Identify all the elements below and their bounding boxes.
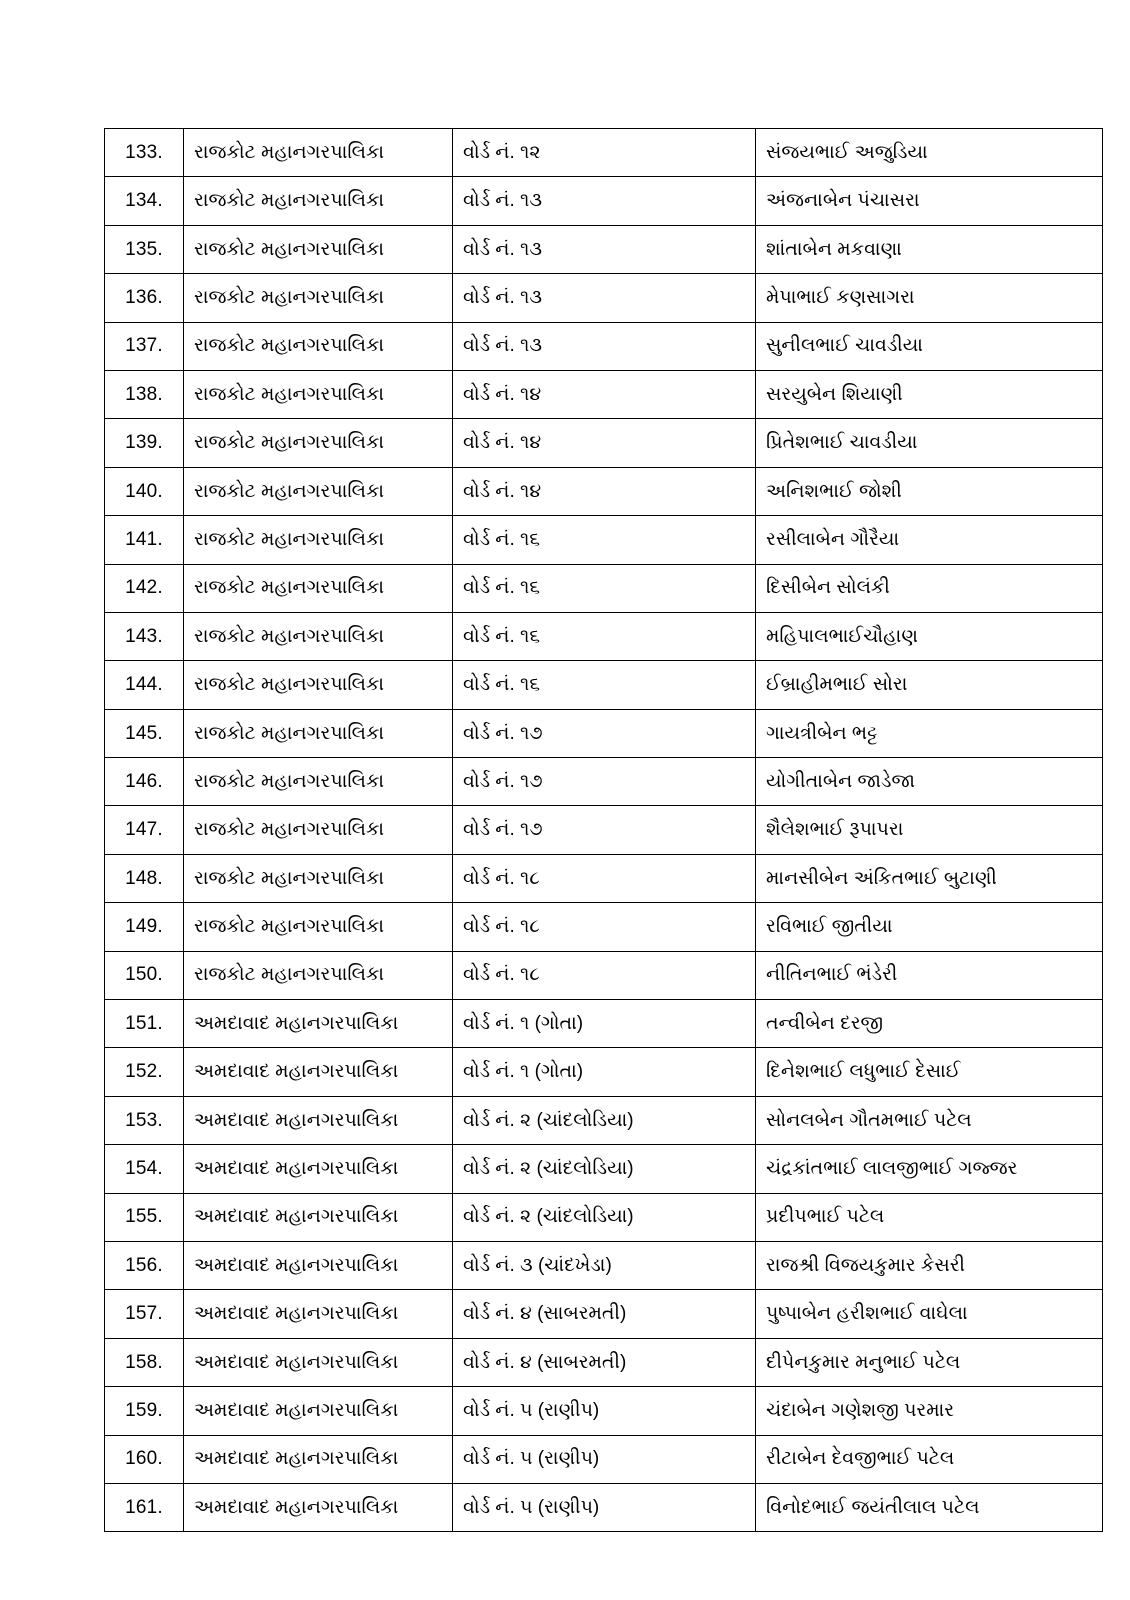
row-ward: વોર્ડ નં. ૫ (રાણીપ) <box>453 1387 756 1435</box>
row-person-name: અનિશભાઈ જોશી <box>756 467 1103 515</box>
row-municipality: અમદાવાદ મહાનગરપાલિકા <box>184 1096 453 1144</box>
row-serial-number: 138. <box>105 370 184 418</box>
row-person-name: ઈબ્રાહીમભાઈ સોરા <box>756 661 1103 709</box>
table-row <box>105 129 1103 177</box>
row-person-name: મહિપાલભાઈચૌહાણ <box>756 612 1103 660</box>
row-municipality: અમદાવાદ મહાનગરપાલિકા <box>184 1048 453 1096</box>
row-person-name: સંજયભાઈ અજુડિયા <box>756 129 1103 177</box>
row-serial-number: 133. <box>105 129 184 177</box>
row-person-name: રસીલાબેન ગૌરૈયા <box>756 516 1103 564</box>
row-serial-number: 139. <box>105 419 184 467</box>
row-municipality: અમદાવાદ મહાનગરપાલિકા <box>184 1435 453 1483</box>
row-person-name: યોગીતાબેન જાડેજા <box>756 758 1103 806</box>
table-row <box>105 564 1103 612</box>
row-ward: વોર્ડ નં. ૧૭ <box>453 709 756 757</box>
row-municipality: રાજકોટ મહાનગરપાલિકા <box>184 564 453 612</box>
row-ward: વોર્ડ નં. ૧૪ <box>453 370 756 418</box>
row-ward: વોર્ડ નં. ૧૮ <box>453 951 756 999</box>
row-municipality: અમદાવાદ મહાનગરપાલિકા <box>184 1193 453 1241</box>
row-municipality: રાજકોટ મહાનગરપાલિકા <box>184 951 453 999</box>
row-municipality: રાજકોટ મહાનગરપાલિકા <box>184 467 453 515</box>
table-row <box>105 419 1103 467</box>
table-row <box>105 177 1103 225</box>
row-municipality: અમદાવાદ મહાનગરપાલિકા <box>184 1000 453 1048</box>
row-serial-number: 147. <box>105 806 184 854</box>
table-row <box>105 903 1103 951</box>
row-ward: વોર્ડ નં. ૨ (ચાંદલોડિયા) <box>453 1193 756 1241</box>
table-row <box>105 854 1103 902</box>
row-serial-number: 141. <box>105 516 184 564</box>
row-ward: વોર્ડ નં. ૨ (ચાંદલોડિયા) <box>453 1145 756 1193</box>
row-ward: વોર્ડ નં. ૨ (ચાંદલોડિયા) <box>453 1096 756 1144</box>
row-person-name: સુનીલભાઈ ચાવડીયા <box>756 322 1103 370</box>
table-row <box>105 709 1103 757</box>
row-ward: વોર્ડ નં. ૧ (ગોતા) <box>453 1048 756 1096</box>
row-serial-number: 157. <box>105 1290 184 1338</box>
row-municipality: રાજકોટ મહાનગરપાલિકા <box>184 612 453 660</box>
row-serial-number: 137. <box>105 322 184 370</box>
table-row <box>105 322 1103 370</box>
row-serial-number: 150. <box>105 951 184 999</box>
row-ward: વોર્ડ નં. ૧૮ <box>453 903 756 951</box>
row-person-name: પ્રદીપભાઈ પટેલ <box>756 1193 1103 1241</box>
row-serial-number: 161. <box>105 1483 184 1531</box>
table-row <box>105 612 1103 660</box>
row-ward: વોર્ડ નં. ૧૪ <box>453 467 756 515</box>
row-person-name: શૈલેશભાઈ રૂપાપરા <box>756 806 1103 854</box>
row-serial-number: 146. <box>105 758 184 806</box>
row-person-name: રવિભાઈ જીતીયા <box>756 903 1103 951</box>
row-municipality: રાજકોટ મહાનગરપાલિકા <box>184 854 453 902</box>
row-municipality: રાજકોટ મહાનગરપાલિકા <box>184 274 453 322</box>
row-ward: વોર્ડ નં. ૧૭ <box>453 806 756 854</box>
row-municipality: રાજકોટ મહાનગરપાલિકા <box>184 709 453 757</box>
row-serial-number: 135. <box>105 225 184 273</box>
row-serial-number: 140. <box>105 467 184 515</box>
row-person-name: ચંદ્રકાંતભાઈ લાલજીભાઈ ગજ્જર <box>756 1145 1103 1193</box>
table-row <box>105 951 1103 999</box>
table-row <box>105 1338 1103 1386</box>
row-municipality: રાજકોટ મહાનગરપાલિકા <box>184 758 453 806</box>
table-row <box>105 1000 1103 1048</box>
row-person-name: માનસીબેન અંકિતભાઈ બુટાણી <box>756 854 1103 902</box>
row-ward: વોર્ડ નં. ૪ (સાબરમતી) <box>453 1338 756 1386</box>
row-person-name: વિનોદભાઈ જયંતીલાલ પટેલ <box>756 1483 1103 1531</box>
row-ward: વોર્ડ નં. ૧૭ <box>453 758 756 806</box>
row-ward: વોર્ડ નં. ૧૬ <box>453 516 756 564</box>
table-row <box>105 1145 1103 1193</box>
table-row <box>105 1241 1103 1289</box>
row-ward: વોર્ડ નં. ૧૬ <box>453 564 756 612</box>
row-person-name: દીપેનકુમાર મનુભાઈ પટેલ <box>756 1338 1103 1386</box>
row-municipality: અમદાવાદ મહાનગરપાલિકા <box>184 1338 453 1386</box>
row-serial-number: 136. <box>105 274 184 322</box>
row-ward: વોર્ડ નં. ૧૨ <box>453 129 756 177</box>
row-person-name: પુષ્પાબેન હરીશભાઈ વાઘેલા <box>756 1290 1103 1338</box>
row-ward: વોર્ડ નં. ૧૩ <box>453 322 756 370</box>
row-municipality: રાજકોટ મહાનગરપાલિકા <box>184 129 453 177</box>
row-serial-number: 159. <box>105 1387 184 1435</box>
roster-table <box>104 128 1103 1532</box>
row-serial-number: 155. <box>105 1193 184 1241</box>
row-ward: વોર્ડ નં. ૫ (રાણીપ) <box>453 1435 756 1483</box>
row-ward: વોર્ડ નં. ૧૬ <box>453 612 756 660</box>
row-person-name: અંજનાબેન પંચાસરા <box>756 177 1103 225</box>
table-row <box>105 1048 1103 1096</box>
row-serial-number: 144. <box>105 661 184 709</box>
row-ward: વોર્ડ નં. ૧૪ <box>453 419 756 467</box>
table-row <box>105 1435 1103 1483</box>
row-ward: વોર્ડ નં. ૧૩ <box>453 225 756 273</box>
row-municipality: રાજકોટ મહાનગરપાલિકા <box>184 419 453 467</box>
row-municipality: અમદાવાદ મહાનગરપાલિકા <box>184 1241 453 1289</box>
row-ward: વોર્ડ નં. ૫ (રાણીપ) <box>453 1483 756 1531</box>
table-row <box>105 370 1103 418</box>
row-serial-number: 134. <box>105 177 184 225</box>
table-row <box>105 1387 1103 1435</box>
row-ward: વોર્ડ નં. ૩ (ચાંદખેડા) <box>453 1241 756 1289</box>
row-serial-number: 151. <box>105 1000 184 1048</box>
row-person-name: ચંદાબેન ગણેશજી પરમાર <box>756 1387 1103 1435</box>
table-row <box>105 1193 1103 1241</box>
table-row <box>105 516 1103 564</box>
row-person-name: શાંતાબેન મકવાણા <box>756 225 1103 273</box>
row-ward: વોર્ડ નં. ૧૬ <box>453 661 756 709</box>
row-municipality: અમદાવાદ મહાનગરપાલિકા <box>184 1483 453 1531</box>
row-municipality: રાજકોટ મહાનગરપાલિકા <box>184 903 453 951</box>
row-serial-number: 142. <box>105 564 184 612</box>
row-serial-number: 148. <box>105 854 184 902</box>
row-municipality: અમદાવાદ મહાનગરપાલિકા <box>184 1290 453 1338</box>
row-municipality: રાજકોટ મહાનગરપાલિકા <box>184 661 453 709</box>
row-municipality: રાજકોટ મહાનગરપાલિકા <box>184 370 453 418</box>
row-ward: વોર્ડ નં. ૪ (સાબરમતી) <box>453 1290 756 1338</box>
row-serial-number: 154. <box>105 1145 184 1193</box>
row-serial-number: 152. <box>105 1048 184 1096</box>
table-row <box>105 661 1103 709</box>
row-serial-number: 143. <box>105 612 184 660</box>
row-serial-number: 153. <box>105 1096 184 1144</box>
row-person-name: પ્રિતેશભાઈ ચાવડીયા <box>756 419 1103 467</box>
row-ward: વોર્ડ નં. ૧૩ <box>453 177 756 225</box>
row-serial-number: 160. <box>105 1435 184 1483</box>
row-person-name: ગાયત્રીબેન ભટ્ટ <box>756 709 1103 757</box>
row-municipality: રાજકોટ મહાનગરપાલિકા <box>184 225 453 273</box>
row-person-name: રાજશ્રી વિજયકુમાર કેસરી <box>756 1241 1103 1289</box>
table-row <box>105 758 1103 806</box>
row-serial-number: 149. <box>105 903 184 951</box>
table-row <box>105 274 1103 322</box>
table-row <box>105 467 1103 515</box>
row-municipality: રાજકોટ મહાનગરપાલિકા <box>184 806 453 854</box>
row-municipality: અમદાવાદ મહાનગરપાલિકા <box>184 1387 453 1435</box>
table-row <box>105 806 1103 854</box>
row-municipality: રાજકોટ મહાનગરપાલિકા <box>184 322 453 370</box>
row-person-name: દિસીબેન સોલંકી <box>756 564 1103 612</box>
row-person-name: રીટાબેન દેવજીભાઈ પટેલ <box>756 1435 1103 1483</box>
table-row <box>105 225 1103 273</box>
row-person-name: નીતિનભાઈ ભંડેરી <box>756 951 1103 999</box>
row-municipality: રાજકોટ મહાનગરપાલિકા <box>184 516 453 564</box>
row-serial-number: 156. <box>105 1241 184 1289</box>
row-serial-number: 145. <box>105 709 184 757</box>
row-municipality: રાજકોટ મહાનગરપાલિકા <box>184 177 453 225</box>
table-row <box>105 1290 1103 1338</box>
row-municipality: અમદાવાદ મહાનગરપાલિકા <box>184 1145 453 1193</box>
row-person-name: સોનલબેન ગૌતમભાઈ પટેલ <box>756 1096 1103 1144</box>
table-row <box>105 1483 1103 1531</box>
row-person-name: મેપાભાઈ કણસાગરા <box>756 274 1103 322</box>
row-ward: વોર્ડ નં. ૧ (ગોતા) <box>453 1000 756 1048</box>
row-person-name: સરયુબેન શિયાણી <box>756 370 1103 418</box>
row-person-name: દિનેશભાઈ લધુભાઈ દેસાઈ <box>756 1048 1103 1096</box>
row-serial-number: 158. <box>105 1338 184 1386</box>
row-ward: વોર્ડ નં. ૧૩ <box>453 274 756 322</box>
row-person-name: તન્વીબેન દરજી <box>756 1000 1103 1048</box>
table-row <box>105 1096 1103 1144</box>
roster-table-body <box>105 129 1103 1532</box>
row-ward: વોર્ડ નં. ૧૮ <box>453 854 756 902</box>
